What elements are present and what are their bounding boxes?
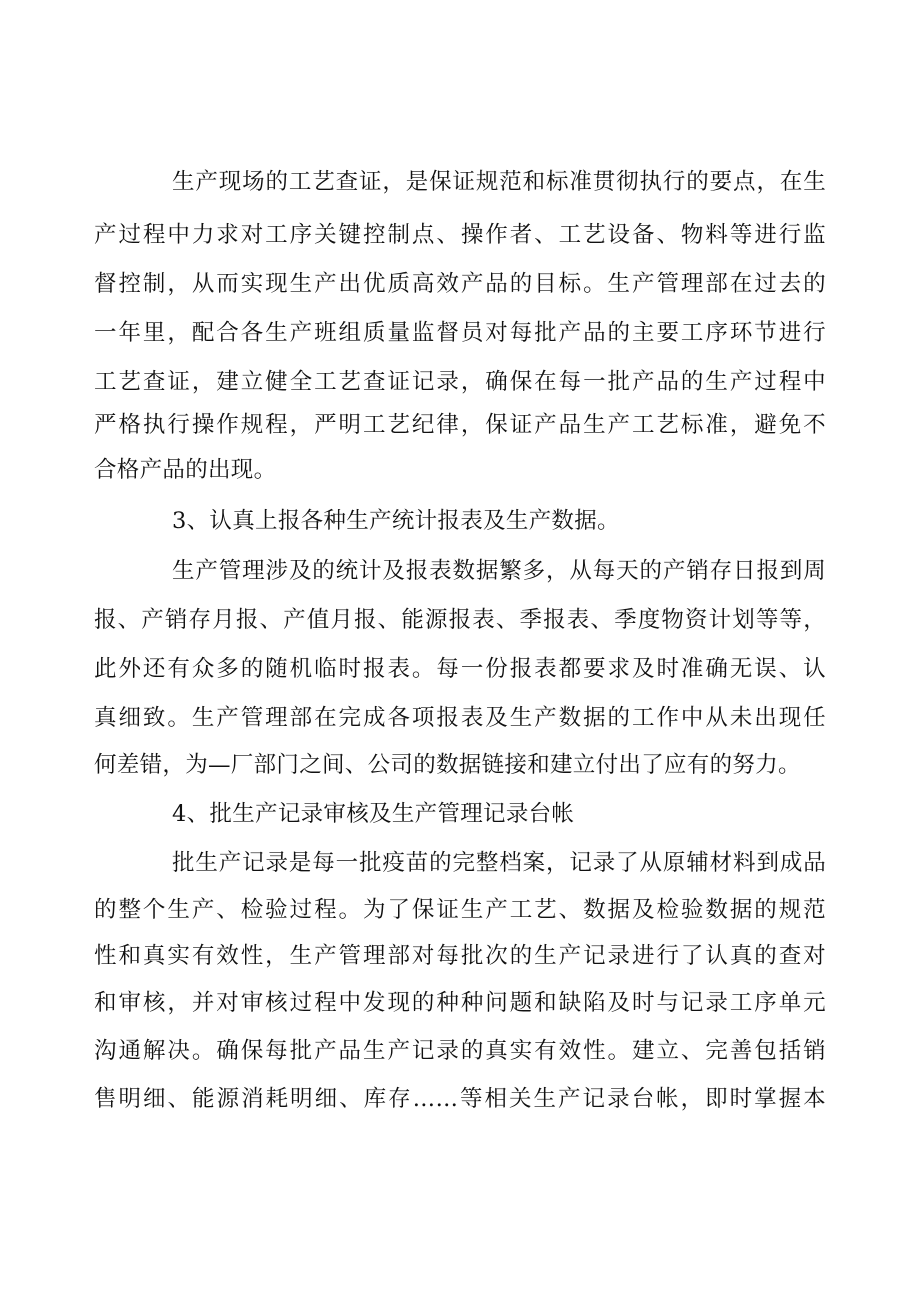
- text-line: 工艺查证，建立健全工艺查证记录，确保在每一批产品的生产过程中: [94, 369, 826, 395]
- text-line: 何差错，为—厂部门之间、公司的数据链接和建立付出了应有的努力。: [94, 752, 801, 778]
- text-line: 的整个生产、检验过程。为了保证生产工艺、数据及检验数据的规范: [94, 897, 826, 923]
- section-heading: 3、认真上报各种生产统计报表及生产数据。: [172, 508, 620, 534]
- text-line: 督控制，从而实现生产出优质高效产品的目标。生产管理部在过去的: [94, 271, 826, 297]
- text-line: 性和真实有效性，生产管理部对每批次的生产记录进行了认真的查对: [94, 943, 826, 969]
- text-line: 和审核，并对审核过程中发现的种种问题和缺陷及时与记录工序单元: [94, 990, 826, 1016]
- text-line: 严格执行操作规程，严明工艺纪律，保证产品生产工艺标准，避免不: [94, 412, 826, 438]
- text-line: 售明细、能源消耗明细、库存……等相关生产记录台帐，即时掌握本: [94, 1086, 826, 1112]
- section-heading: 4、批生产记录审核及生产管理记录台帐: [172, 801, 575, 827]
- text-line: 产过程中力求对工序关键控制点、操作者、工艺设备、物料等进行监: [94, 222, 826, 248]
- text-line: 生产管理涉及的统计及报表数据繁多，从每天的产销存日报到周: [172, 558, 826, 584]
- text-line: 真细致。生产管理部在完成各项报表及生产数据的工作中从未出现任: [94, 705, 826, 731]
- text-line: 合格产品的出现。: [94, 457, 277, 483]
- text-line: 生产现场的工艺查证，是保证规范和标准贯彻执行的要点，在生: [172, 169, 826, 195]
- text-line: 批生产记录是每一批疫苗的完整档案，记录了从原辅材料到成品: [172, 850, 826, 876]
- text-line: 报、产销存月报、产值月报、能源报表、季报表、季度物资计划等等，: [94, 607, 826, 633]
- text-line: 此外还有众多的随机临时报表。每一份报表都要求及时准确无误、认: [94, 656, 826, 682]
- text-line: 一年里，配合各生产班组质量监督员对每批产品的主要工序环节进行: [94, 320, 826, 346]
- text-line: 沟通解决。确保每批产品生产记录的真实有效性。建立、完善包括销: [94, 1038, 826, 1064]
